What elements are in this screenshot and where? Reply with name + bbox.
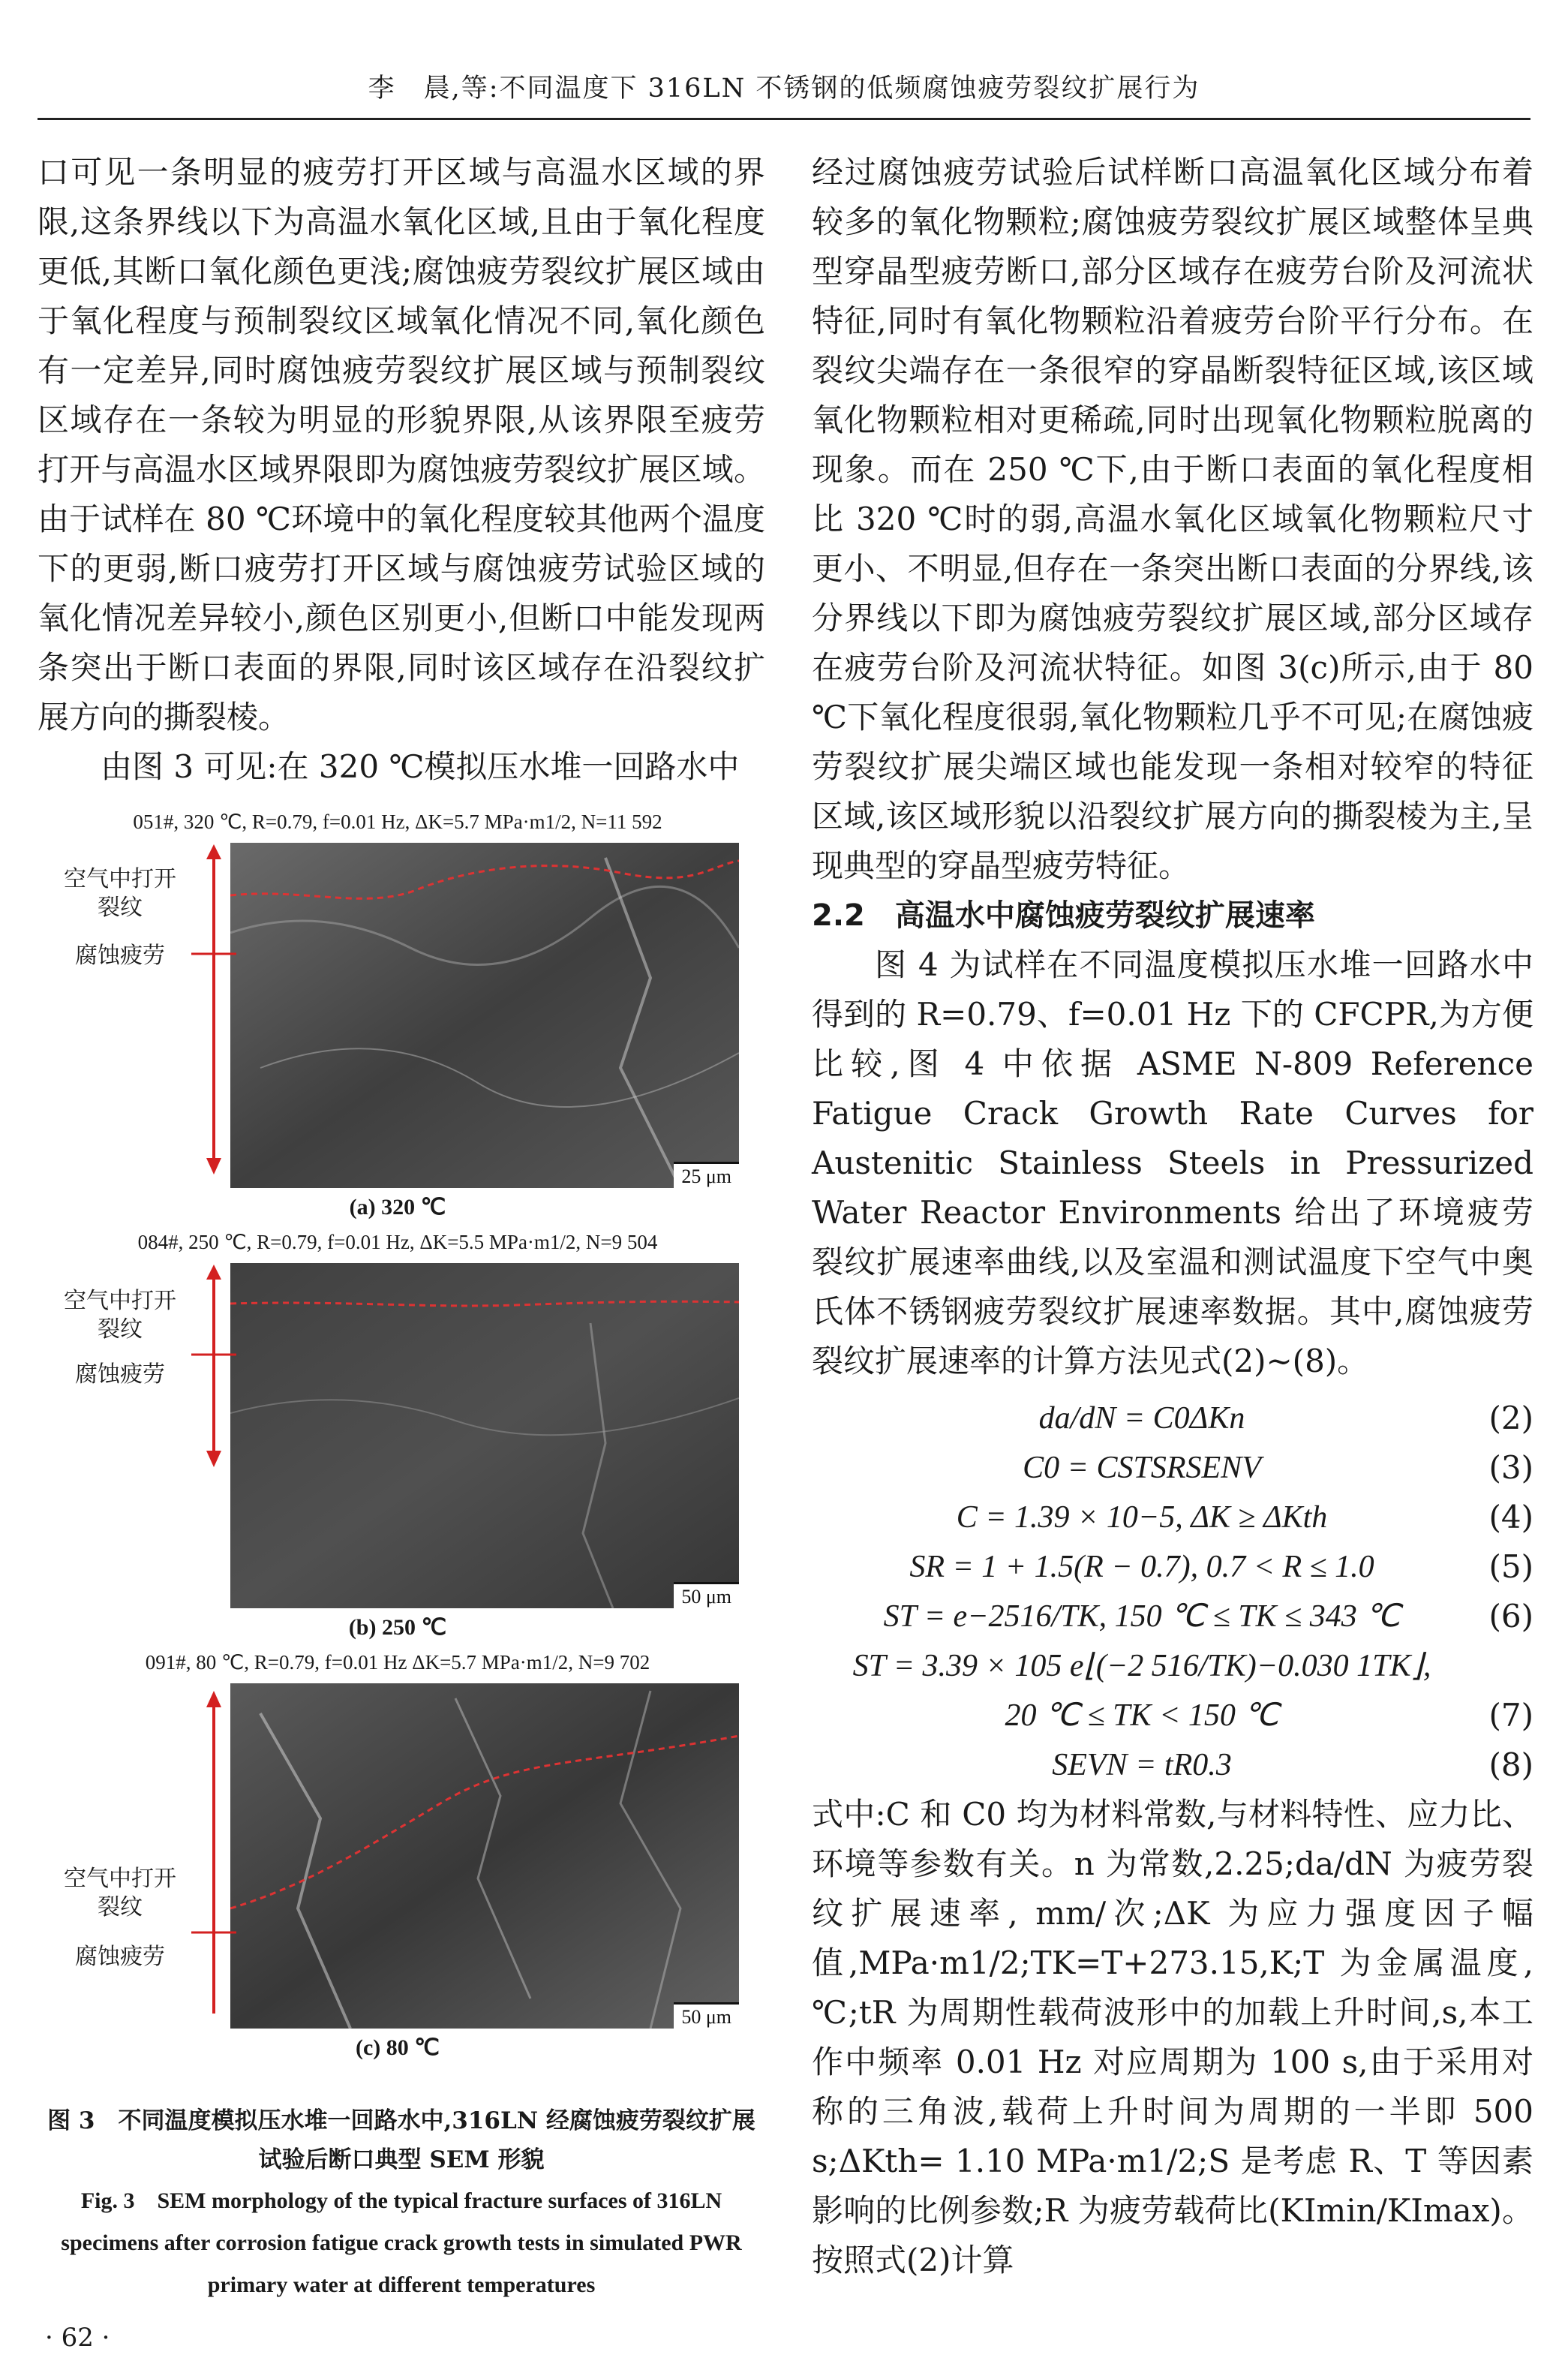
figure-panel-a: [56, 807, 739, 1227]
running-head: 李 晨,等:不同温度下 316LN 不锈钢的低频腐蚀疲劳裂纹扩展行为: [368, 74, 1200, 104]
right-paragraph-2: 图 4 为试样在不同温度模拟压水堆一回路水中得到的 R=0.79、f=0.01 Hz 下的 CFCPR,为方便比较,图 4 中依据 ASME N-809 Reference Fatigue Crack Growth Rate Curves for Austenitic Stainless Steels in Pressurized Water Reactor Environments 给出了环境疲劳裂纹扩展速率曲线,以及室温和测试温度下空气中奥氏体不锈钢疲劳裂纹扩展速率数据。其中,腐蚀疲劳裂纹扩展速率的计算方法见式(2)~(8)。: [812, 946, 1533, 1379]
panel-caption: (a) 320 ℃: [349, 1195, 446, 1220]
sem-image: [230, 1263, 739, 1608]
sem-texture: [230, 843, 739, 1188]
figure-panel-c: [56, 1647, 739, 2068]
equation: [812, 1691, 1533, 1740]
equation-body: SEVN = tR0.3: [1052, 1748, 1232, 1782]
scale-bar: 50 μm: [674, 2002, 739, 2029]
figure-caption-en: Fig. 3 SEM morphology of the typical fracture surfaces of 316LN specimens after corrosion fatigue crack growth tests in simulated PWR primary water at different temperatures: [61, 2188, 742, 2297]
equation: [812, 1740, 1533, 1790]
equation-body: ST = e−2516/TK, 150 ℃ ≤ TK ≤ 343 ℃: [883, 1599, 1401, 1634]
equation-number: (8): [1488, 1746, 1533, 1783]
left-paragraph-2: 由图 3 可见:在 320 ℃模拟压水堆一回路水中: [101, 748, 740, 785]
sem-texture: [230, 1683, 739, 2029]
label-air-open-crack: 空气中打开裂纹: [64, 866, 176, 921]
equation: [812, 1493, 1533, 1542]
equation-number: (4): [1488, 1499, 1533, 1535]
arrow-icon: [191, 843, 236, 1188]
equation-body: ST = 3.39 × 105 e⌊(−2 516/TK)−0.030 1TK⌋,: [852, 1649, 1431, 1683]
section-heading: 2.2 高温水中腐蚀疲劳裂纹扩展速率: [812, 898, 1315, 933]
label-corrosion-fatigue: 腐蚀疲劳: [75, 943, 165, 969]
sem-image: [230, 1683, 739, 2029]
panel-meta: 084#, 250 ℃, R=0.79, f=0.01 Hz, ΔK=5.5 MPa·m1/2, N=9 504: [137, 1231, 658, 1253]
right-paragraph-3: 式中:C 和 C0 均为材料常数,与材料特性、应力比、环境等参数有关。n 为常数,2.25;da/dN 为疲劳裂纹扩展速率, mm/次;ΔK 为应力强度因子幅值,MPa·m1/2;TK=T+273.15,K;T 为金属温度,℃;tR 为周期性载荷波形中的加载上升时间,s,本工作中频率 0.01 Hz 对应周期为 100 s,由于采用对称的三角波,载荷上升时间为周期的一半即 500 s;ΔKth= 1.10 MPa·m1/2;S 是考虑 R、T 等因素影响的比例参数;R 为疲劳载荷比(KImin/KImax)。按照式(2)计算: [812, 1796, 1533, 2278]
arrow-icon: [191, 1683, 236, 2029]
panel-meta: 091#, 80 ℃, R=0.79, f=0.01 Hz ΔK=5.7 MPa·m1/2, N=9 702: [145, 1651, 650, 1674]
equation-number: (3): [1488, 1449, 1533, 1486]
page-number: · 62 ·: [45, 2323, 110, 2353]
label-air-open-crack: 空气中打开裂纹: [64, 1866, 176, 1920]
equation-body: da/dN = C0ΔKn: [1038, 1401, 1245, 1436]
arrow-icon: [191, 1263, 236, 1608]
label-corrosion-fatigue: 腐蚀疲劳: [75, 1944, 165, 1970]
equation: [812, 1592, 1533, 1641]
left-column: [38, 148, 765, 792]
equation: [812, 1443, 1533, 1493]
equation: [812, 1641, 1533, 1691]
label-corrosion-fatigue: 腐蚀疲劳: [75, 1361, 165, 1388]
equation-number: (5): [1488, 1548, 1533, 1585]
panel-caption: (b) 250 ℃: [348, 1615, 447, 1640]
left-paragraph-1: 口可见一条明显的疲劳打开区域与高温水区域的界限,这条界线以下为高温水氧化区域,且由于氧化程度更低,其断口氧化颜色更浅;腐蚀疲劳裂纹扩展区域由于氧化程度与预制裂纹区域氧化情况不同,氧化颜色有一定差异,同时腐蚀疲劳裂纹扩展区域与预制裂纹区域存在一条较为明显的形貌界限,从该界限至疲劳打开与高温水区域界限即为腐蚀疲劳裂纹扩展区域。由于试样在 80 ℃环境中的氧化程度较其他两个温度下的更弱,断口疲劳打开区域与腐蚀疲劳试验区域的氧化情况差异较小,颜色区别更小,但断口中能发现两条突出于断口表面的界限,同时该区域存在沿裂纹扩展方向的撕裂棱。: [38, 154, 765, 735]
right-paragraph-1: 经过腐蚀疲劳试验后试样断口高温氧化区域分布着较多的氧化物颗粒;腐蚀疲劳裂纹扩展区域整体呈典型穿晶型疲劳断口,部分区域存在疲劳台阶及河流状特征,同时有氧化物颗粒沿着疲劳台阶平行分布。在裂纹尖端存在一条很窄的穿晶断裂特征区域,该区域氧化物颗粒相对更稀疏,同时出现氧化物颗粒脱离的现象。而在 250 ℃下,由于断口表面的氧化程度相比 320 ℃时的弱,高温水氧化区域氧化物颗粒尺寸更小、不明显,但存在一条突出断口表面的分界线,该分界线以下即为腐蚀疲劳裂纹扩展区域,部分区域存在疲劳台阶及河流状特征。如图 3(c)所示,由于 80 ℃下氧化程度很弱,氧化物颗粒几乎不可见;在腐蚀疲劳裂纹扩展尖端区域也能发现一条相对较窄的特征区域,该区域形貌以沿裂纹扩展方向的撕裂棱为主,呈现典型的穿晶型疲劳特征。: [812, 154, 1533, 884]
panel-caption: (c) 80 ℃: [356, 2035, 440, 2060]
header-rule: [38, 118, 1530, 120]
right-column: [812, 148, 1533, 2285]
equation-body: C0 = CSTSRSENV: [1023, 1451, 1261, 1485]
sem-image: [230, 843, 739, 1188]
sem-texture: [230, 1263, 739, 1608]
figure-caption-cn: 图 3 不同温度模拟压水堆一回路水中,316LN 经腐蚀疲劳裂纹扩展试验后断口典型 SEM 形貌: [47, 2107, 755, 2173]
panel-meta: 051#, 320 ℃, R=0.79, f=0.01 Hz, ΔK=5.7 MPa·m1/2, N=11 592: [133, 811, 662, 833]
scale-bar: 50 μm: [674, 1582, 739, 1608]
equation-body: SR = 1 + 1.5(R − 0.7), 0.7 < R ≤ 1.0: [909, 1550, 1374, 1584]
equation-number: (2): [1488, 1400, 1533, 1436]
equation-number: (6): [1488, 1598, 1533, 1635]
equation-number: (7): [1488, 1697, 1533, 1734]
figure-panel-b: [56, 1227, 739, 1647]
equation: [812, 1394, 1533, 1443]
label-air-open-crack: 空气中打开裂纹: [64, 1288, 176, 1343]
equation: [812, 1542, 1533, 1592]
scale-bar: 25 μm: [674, 1162, 739, 1188]
equation-body: 20 ℃ ≤ TK < 150 ℃: [1005, 1698, 1279, 1733]
equation-body: C = 1.39 × 10−5, ΔK ≥ ΔKth: [956, 1500, 1328, 1535]
